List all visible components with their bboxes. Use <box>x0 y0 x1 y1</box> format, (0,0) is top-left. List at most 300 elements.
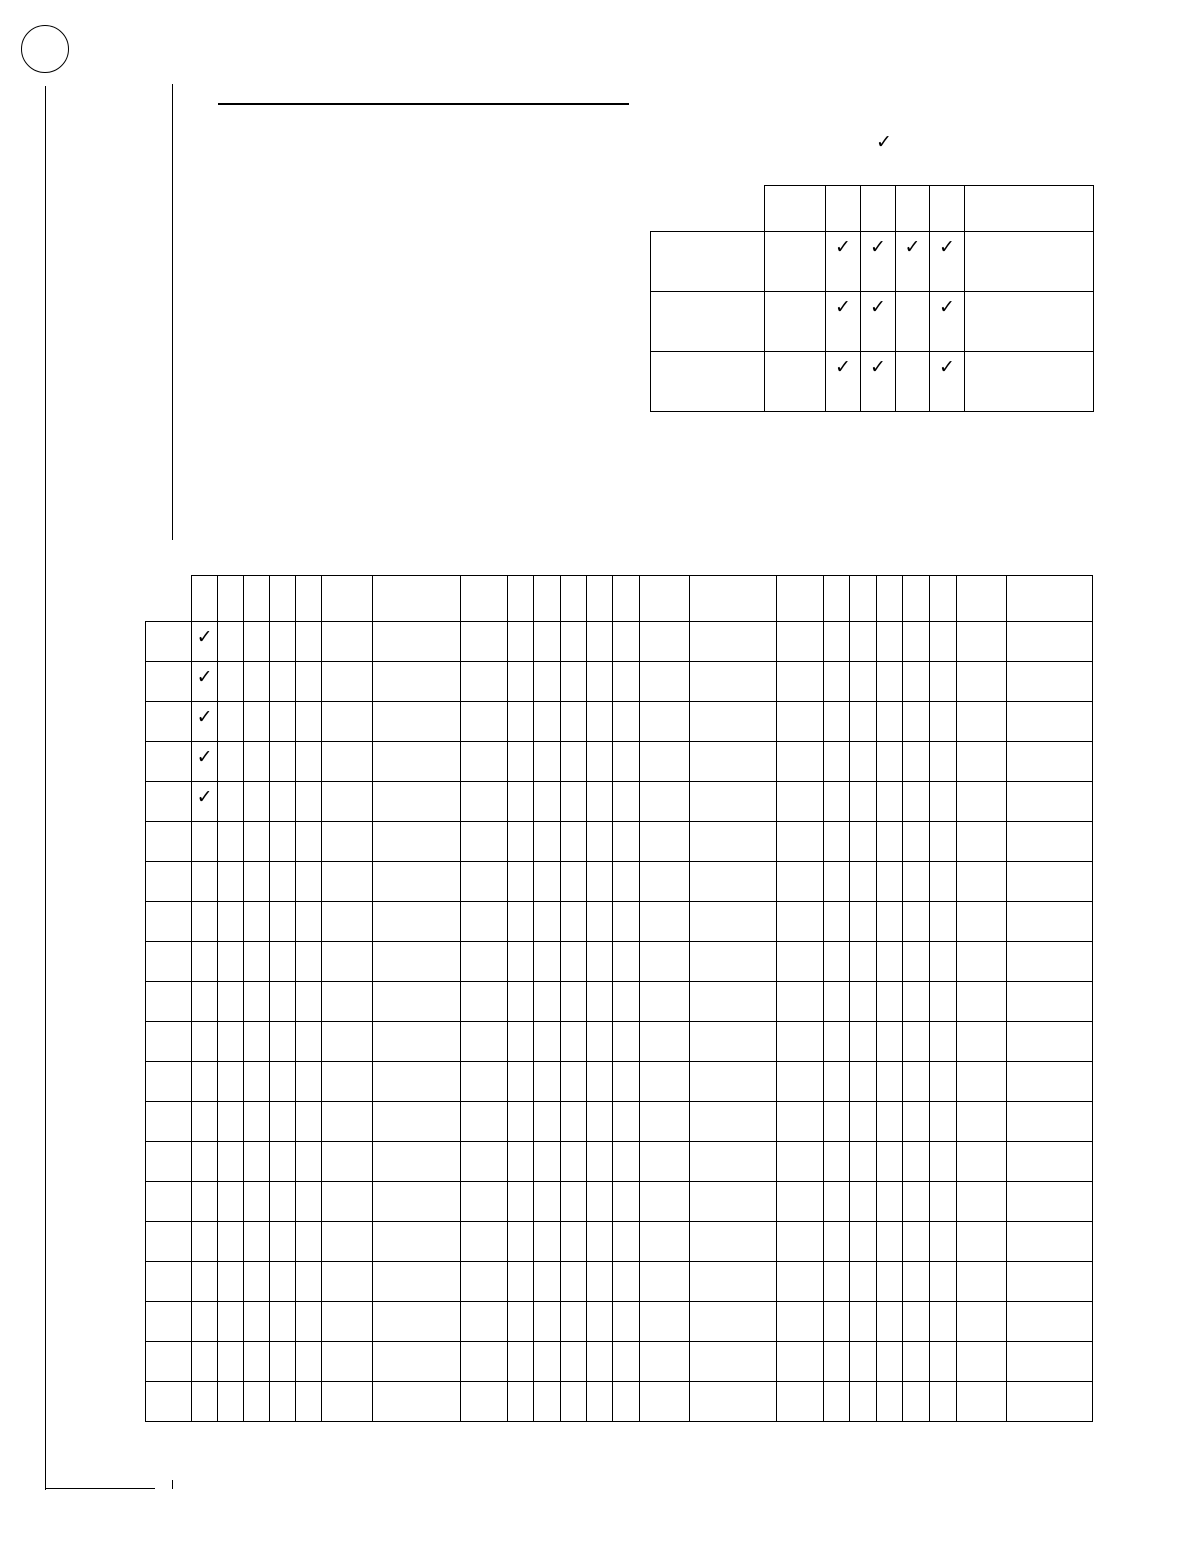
table-cell <box>560 1022 586 1062</box>
table-cell <box>612 742 639 782</box>
table-row <box>146 1302 1093 1342</box>
table-cell <box>690 576 777 622</box>
table-cell <box>218 822 244 862</box>
table-cell <box>877 1142 903 1182</box>
summary-table-cell <box>930 352 965 412</box>
table-cell <box>192 1302 218 1342</box>
table-cell <box>373 862 460 902</box>
check-mark: ✓ <box>870 357 886 378</box>
table-cell <box>146 742 192 782</box>
table-cell <box>690 622 777 662</box>
table-row <box>146 822 1093 862</box>
table-cell <box>460 576 507 622</box>
table-cell <box>824 862 850 902</box>
table-cell <box>507 822 533 862</box>
table-cell <box>533 1302 560 1342</box>
table-cell <box>824 982 850 1022</box>
table-cell <box>218 942 244 982</box>
table-cell <box>507 1182 533 1222</box>
table-cell <box>192 862 218 902</box>
table-cell <box>930 782 956 822</box>
table-cell <box>192 782 218 822</box>
table-cell <box>146 822 192 862</box>
table-cell <box>639 1382 689 1422</box>
table-cell <box>956 1262 1006 1302</box>
table-row <box>146 862 1093 902</box>
table-cell <box>192 1382 218 1422</box>
table-cell <box>956 782 1006 822</box>
table-row <box>146 576 1093 622</box>
table-cell <box>296 622 322 662</box>
table-cell <box>560 1302 586 1342</box>
table-cell <box>218 1222 244 1262</box>
table-cell <box>956 1382 1006 1422</box>
table-cell <box>244 1142 270 1182</box>
table-cell <box>146 622 192 662</box>
table-cell <box>586 822 612 862</box>
table-cell <box>850 822 877 862</box>
table-cell <box>192 1062 218 1102</box>
table-cell <box>903 1182 930 1222</box>
table-cell <box>244 622 270 662</box>
summary-table-cell <box>965 232 1094 292</box>
table-cell <box>322 862 373 902</box>
outer-margin-line <box>45 86 46 1490</box>
table-cell <box>146 662 192 702</box>
table-cell <box>690 942 777 982</box>
table-cell <box>533 1342 560 1382</box>
table-cell <box>507 862 533 902</box>
table-cell <box>930 902 956 942</box>
table-cell <box>296 1022 322 1062</box>
table-cell <box>146 702 192 742</box>
check-mark: ✓ <box>835 357 851 378</box>
table-cell <box>218 576 244 622</box>
summary-table-cell <box>896 292 930 352</box>
table-cell <box>533 1142 560 1182</box>
table-cell <box>639 942 689 982</box>
check-mark: ✓ <box>904 237 921 258</box>
table-cell <box>533 1182 560 1222</box>
summary-table-cell <box>651 352 765 412</box>
table-cell <box>218 902 244 942</box>
table-cell <box>903 622 930 662</box>
table-cell <box>533 1102 560 1142</box>
table-cell <box>586 1262 612 1302</box>
table-cell <box>270 1222 296 1262</box>
table-cell <box>560 1142 586 1182</box>
table-cell <box>296 1382 322 1422</box>
table-row <box>146 782 1093 822</box>
table-cell <box>296 1262 322 1302</box>
table-cell <box>777 942 824 982</box>
table-cell <box>690 1302 777 1342</box>
table-cell <box>146 1222 192 1262</box>
table-cell <box>270 1382 296 1422</box>
table-cell <box>690 1142 777 1182</box>
table-cell <box>850 742 877 782</box>
table-cell <box>1006 1182 1092 1222</box>
table-cell <box>903 1222 930 1262</box>
table-cell <box>777 1102 824 1142</box>
table-cell <box>218 1342 244 1382</box>
table-cell <box>322 1382 373 1422</box>
table-cell <box>322 1222 373 1262</box>
table-cell <box>690 822 777 862</box>
table-cell <box>930 862 956 902</box>
table-cell <box>930 702 956 742</box>
table-cell <box>777 902 824 942</box>
table-cell <box>244 662 270 702</box>
table-cell <box>146 782 192 822</box>
table-cell <box>218 1062 244 1102</box>
table-cell <box>639 1342 689 1382</box>
table-cell <box>322 1302 373 1342</box>
table-cell <box>777 576 824 622</box>
table-cell <box>560 822 586 862</box>
summary-table-cell <box>826 292 861 352</box>
table-cell <box>639 662 689 702</box>
table-cell <box>560 782 586 822</box>
table-cell <box>877 1222 903 1262</box>
table-cell <box>146 1102 192 1142</box>
table-cell <box>824 1302 850 1342</box>
table-cell <box>296 662 322 702</box>
table-cell <box>639 576 689 622</box>
table-cell <box>877 982 903 1022</box>
table-cell <box>690 862 777 902</box>
table-cell <box>192 1182 218 1222</box>
table-cell <box>586 902 612 942</box>
summary-table-cell <box>651 292 765 352</box>
table-cell <box>507 942 533 982</box>
table-cell <box>322 742 373 782</box>
table-cell <box>218 702 244 742</box>
table-cell <box>877 1262 903 1302</box>
table-cell <box>146 1262 192 1302</box>
table-cell <box>956 1302 1006 1342</box>
table-cell <box>586 782 612 822</box>
table-cell <box>612 862 639 902</box>
table-cell <box>560 1222 586 1262</box>
table-cell <box>192 1342 218 1382</box>
table-cell <box>296 782 322 822</box>
legend-check-mark: ✓ <box>876 132 892 153</box>
table-cell <box>930 576 956 622</box>
table-cell <box>560 1262 586 1302</box>
table-cell <box>507 1022 533 1062</box>
table-cell <box>1006 662 1092 702</box>
table-cell <box>244 1062 270 1102</box>
table-cell <box>507 782 533 822</box>
check-mark: ✓ <box>835 297 851 318</box>
table-cell <box>903 576 930 622</box>
table-cell <box>373 1062 460 1102</box>
table-cell <box>244 862 270 902</box>
table-cell <box>930 622 956 662</box>
table-cell <box>930 1062 956 1102</box>
table-cell <box>824 702 850 742</box>
table-cell <box>460 982 507 1022</box>
table-cell <box>903 862 930 902</box>
summary-table-cell <box>965 352 1094 412</box>
table-row <box>146 982 1093 1022</box>
table-cell <box>903 1302 930 1342</box>
table-cell <box>824 1102 850 1142</box>
summary-table-cell <box>861 352 896 412</box>
table-cell <box>850 1022 877 1062</box>
table-cell <box>777 622 824 662</box>
table-cell <box>777 782 824 822</box>
table-cell <box>850 942 877 982</box>
table-cell <box>903 1022 930 1062</box>
table-cell <box>560 1102 586 1142</box>
table-cell <box>322 1022 373 1062</box>
table-cell <box>903 1342 930 1382</box>
table-cell <box>244 982 270 1022</box>
table-cell <box>533 942 560 982</box>
table-cell <box>586 1302 612 1342</box>
table-cell <box>296 1182 322 1222</box>
table-cell <box>373 942 460 982</box>
table-cell <box>850 982 877 1022</box>
table-cell <box>639 1102 689 1142</box>
table-cell <box>690 1382 777 1422</box>
table-cell <box>270 742 296 782</box>
table-cell <box>192 622 218 662</box>
table-cell <box>373 662 460 702</box>
table-cell <box>777 862 824 902</box>
table-cell <box>270 822 296 862</box>
table-cell <box>373 782 460 822</box>
table-cell <box>146 1342 192 1382</box>
table-row <box>146 1382 1093 1422</box>
table-cell <box>533 622 560 662</box>
table-row <box>146 1062 1093 1102</box>
check-mark: ✓ <box>196 627 213 648</box>
table-cell <box>586 862 612 902</box>
table-cell <box>612 782 639 822</box>
table-cell <box>192 662 218 702</box>
table-cell <box>560 1062 586 1102</box>
table-cell <box>850 576 877 622</box>
table-cell <box>586 1102 612 1142</box>
table-cell <box>612 1382 639 1422</box>
table-cell <box>507 1302 533 1342</box>
table-cell <box>322 702 373 742</box>
table-cell <box>460 902 507 942</box>
table-cell <box>612 902 639 942</box>
table-cell <box>373 822 460 862</box>
table-cell <box>373 1182 460 1222</box>
table-cell <box>218 1302 244 1342</box>
table-cell <box>777 1022 824 1062</box>
table-cell <box>270 1302 296 1342</box>
table-cell <box>639 982 689 1022</box>
table-cell <box>877 1342 903 1382</box>
check-mark: ✓ <box>870 297 886 318</box>
table-cell <box>1006 576 1092 622</box>
table-cell <box>460 822 507 862</box>
table-cell <box>1006 1342 1092 1382</box>
table-cell <box>903 1142 930 1182</box>
table-cell <box>824 942 850 982</box>
table-cell <box>218 742 244 782</box>
table-cell <box>824 1262 850 1302</box>
table-cell <box>296 1142 322 1182</box>
table-cell <box>956 862 1006 902</box>
table-cell <box>146 1302 192 1342</box>
table-cell <box>218 1022 244 1062</box>
table-cell <box>777 1302 824 1342</box>
table-cell <box>930 662 956 702</box>
table-cell <box>507 1262 533 1302</box>
table-cell <box>296 982 322 1022</box>
table-cell <box>296 822 322 862</box>
table-cell <box>146 862 192 902</box>
table-cell <box>612 982 639 1022</box>
table-cell <box>850 662 877 702</box>
table-cell <box>690 742 777 782</box>
table-cell <box>270 702 296 742</box>
table-cell <box>533 982 560 1022</box>
table-cell <box>373 1102 460 1142</box>
table-cell <box>903 1062 930 1102</box>
table-cell <box>777 822 824 862</box>
table-cell <box>612 1342 639 1382</box>
table-cell <box>850 1262 877 1302</box>
table-cell <box>956 622 1006 662</box>
table-cell <box>1006 1142 1092 1182</box>
table-cell <box>270 1062 296 1102</box>
table-cell <box>146 1142 192 1182</box>
table-cell <box>560 1182 586 1222</box>
table-cell <box>1006 1102 1092 1142</box>
summary-table-cell <box>765 352 826 412</box>
table-cell <box>373 1342 460 1382</box>
table-cell <box>244 576 270 622</box>
table-cell <box>877 1022 903 1062</box>
table-cell <box>296 1342 322 1382</box>
table-cell <box>146 576 192 622</box>
table-cell <box>586 982 612 1022</box>
table-cell <box>850 862 877 902</box>
check-mark: ✓ <box>196 667 213 688</box>
table-cell <box>192 982 218 1022</box>
table-cell <box>322 1182 373 1222</box>
table-cell <box>533 1062 560 1102</box>
table-cell <box>560 742 586 782</box>
summary-table-cell <box>651 186 765 232</box>
table-cell <box>296 1222 322 1262</box>
table-cell <box>460 1342 507 1382</box>
table-cell <box>146 982 192 1022</box>
table-cell <box>956 742 1006 782</box>
table-cell <box>850 1302 877 1342</box>
table-cell <box>244 1342 270 1382</box>
table-cell <box>373 1142 460 1182</box>
table-cell <box>270 576 296 622</box>
table-cell <box>690 1182 777 1222</box>
table-cell <box>877 702 903 742</box>
table-cell <box>903 782 930 822</box>
table-cell <box>322 622 373 662</box>
table-cell <box>930 742 956 782</box>
summary-table-cell <box>965 292 1094 352</box>
table-cell <box>777 702 824 742</box>
title-rule <box>218 103 629 105</box>
table-cell <box>690 1062 777 1102</box>
summary-table-cell <box>651 232 765 292</box>
table-cell <box>586 702 612 742</box>
table-cell <box>1006 702 1092 742</box>
table-cell <box>244 1022 270 1062</box>
table-cell <box>639 1142 689 1182</box>
table-cell <box>850 1102 877 1142</box>
table-cell <box>586 1022 612 1062</box>
table-cell <box>1006 1222 1092 1262</box>
check-mark: ✓ <box>196 787 213 808</box>
table-cell <box>560 982 586 1022</box>
table-cell <box>192 1102 218 1142</box>
table-cell <box>322 1342 373 1382</box>
table-cell <box>877 1182 903 1222</box>
table-cell <box>560 862 586 902</box>
table-cell <box>322 782 373 822</box>
summary-table-cell <box>896 352 930 412</box>
table-cell <box>533 1222 560 1262</box>
table-cell <box>639 902 689 942</box>
summary-table-row <box>651 292 1094 352</box>
table-cell <box>460 622 507 662</box>
table-cell <box>824 902 850 942</box>
table-row <box>146 942 1093 982</box>
table-cell <box>244 822 270 862</box>
table-cell <box>903 662 930 702</box>
table-row <box>146 1022 1093 1062</box>
table-cell <box>146 1022 192 1062</box>
table-cell <box>1006 862 1092 902</box>
table-cell <box>322 1262 373 1302</box>
table-cell <box>612 1022 639 1062</box>
table-cell <box>218 1102 244 1142</box>
table-cell <box>507 982 533 1022</box>
check-mark: ✓ <box>939 237 955 258</box>
main-grid-table <box>145 575 1093 1422</box>
table-row <box>146 902 1093 942</box>
table-cell <box>639 822 689 862</box>
table-cell <box>322 576 373 622</box>
table-cell <box>690 662 777 702</box>
table-cell <box>586 1342 612 1382</box>
table-cell <box>373 1222 460 1262</box>
table-row <box>146 1182 1093 1222</box>
table-cell <box>244 1222 270 1262</box>
table-cell <box>850 1142 877 1182</box>
table-cell <box>218 862 244 902</box>
table-cell <box>560 622 586 662</box>
table-cell <box>850 902 877 942</box>
table-cell <box>639 1062 689 1102</box>
table-cell <box>507 1142 533 1182</box>
table-cell <box>533 702 560 742</box>
summary-table-cell <box>930 232 965 292</box>
table-cell <box>218 1182 244 1222</box>
table-cell <box>296 902 322 942</box>
table-cell <box>296 1062 322 1102</box>
table-cell <box>777 982 824 1022</box>
table-cell <box>192 1222 218 1262</box>
